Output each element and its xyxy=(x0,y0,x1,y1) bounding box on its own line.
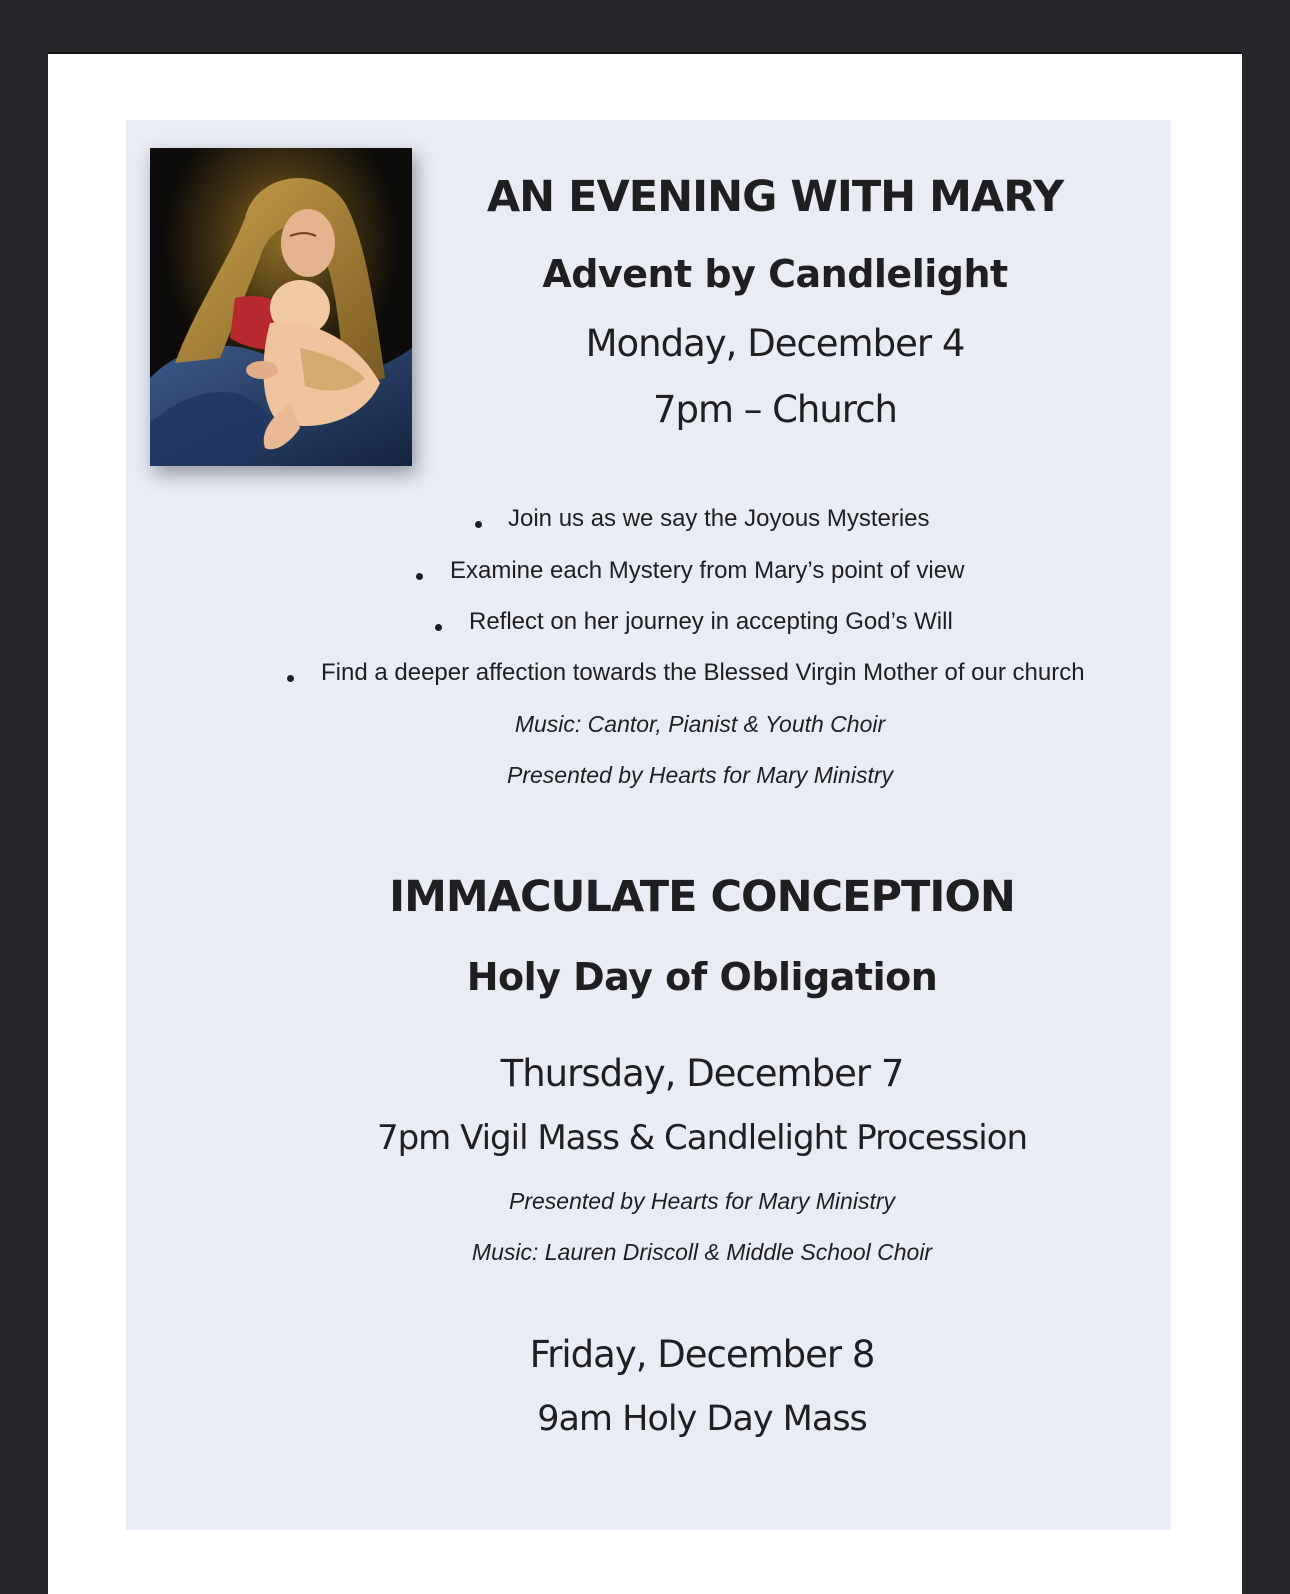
event2-date2: Friday, December 8 xyxy=(529,1333,875,1376)
list-item: Examine each Mystery from Mary’s point of view xyxy=(450,557,965,584)
event2-time2: 9am Holy Day Mass xyxy=(537,1399,867,1439)
event2-presented-by: Presented by Hearts for Mary Ministry xyxy=(508,1188,895,1214)
event1-music: Music: Cantor, Pianist & Youth Choir xyxy=(514,711,886,737)
event1-presented-by: Presented by Hearts for Mary Ministry xyxy=(506,762,893,788)
bullet-dot xyxy=(475,521,482,528)
event1-date: Monday, December 4 xyxy=(585,322,965,365)
event2-subtitle: Holy Day of Obligation xyxy=(466,955,938,999)
event1-time-place: 7pm – Church xyxy=(652,388,898,431)
event1-title: AN EVENING WITH MARY xyxy=(486,172,1064,222)
bullet-dot xyxy=(287,675,294,682)
bullet-dot xyxy=(416,573,423,580)
event2-date1: Thursday, December 7 xyxy=(500,1052,904,1095)
list-item: Reflect on her journey in accepting God’s Will xyxy=(469,608,953,635)
event2-music: Music: Lauren Driscoll & Middle School Choir xyxy=(471,1239,933,1265)
event2-time1: 7pm Vigil Mass & Candlelight Procession xyxy=(376,1118,1028,1158)
event2-title: IMMACULATE CONCEPTION xyxy=(389,872,1015,922)
bullet-dot xyxy=(435,624,442,631)
list-item: Find a deeper affection towards the Blessed Virgin Mother of our church xyxy=(321,659,1085,686)
event1-subtitle: Advent by Candlelight xyxy=(542,252,1008,296)
list-item: Join us as we say the Joyous Mysteries xyxy=(508,505,930,532)
